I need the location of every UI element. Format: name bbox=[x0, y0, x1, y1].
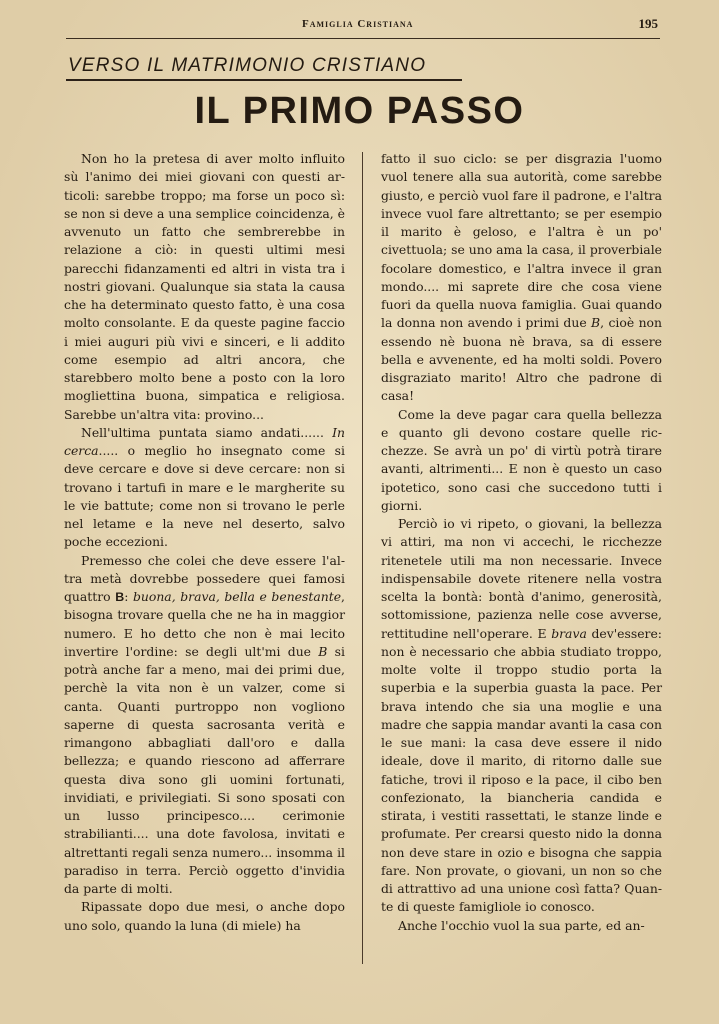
body-paragraph bbox=[381, 406, 662, 516]
text-run: Anche l'occhio vuol la sua parte, ed an- bbox=[398, 917, 645, 933]
body-paragraph bbox=[381, 917, 662, 935]
text-run: : bbox=[124, 589, 133, 604]
left-column bbox=[64, 150, 345, 935]
running-title: Famiglia Cristiana bbox=[302, 18, 414, 30]
text-run: In cerca bbox=[64, 424, 345, 458]
kicker-rule bbox=[66, 79, 462, 81]
body-paragraph bbox=[381, 150, 662, 406]
text-run: buona, brava, bella e benestante bbox=[132, 589, 342, 604]
text-run: , cioè non essendo nè buona nè brava, sa di essere bella e avvenente, ed ha molti soldi. Povero disgraziato marito! Altro che padrone di casa! bbox=[381, 315, 662, 404]
text-run: ..... o meglio ho insegnato come si deve cercare e dove si deve cercare: non si trovano i tartufi in mare e le margherite su le vie battute; come non si trovano le perle nel letame e la neve nel deserto, salvo poche eccezioni. bbox=[64, 443, 345, 550]
article-headline: IL PRIMO PASSO bbox=[194, 90, 525, 132]
right-column bbox=[381, 150, 662, 935]
text-run: Perciò io vi ripeto, o giovani, la bellezza vi attiri, ma non vi accechi, le ricchezze ritenetele utili ma non necessarie. Invece indispensabile dovete ritenere nella vostra scelta la bontà: bontà d'animo, generosità, sottomissione, pazienza nelle cose avverse, rettitudine nell'operare. E bbox=[381, 516, 662, 641]
body-paragraph bbox=[64, 424, 345, 552]
column-divider bbox=[362, 152, 363, 964]
text-run: B bbox=[591, 315, 601, 331]
page-number: 195 bbox=[638, 16, 658, 31]
body-paragraph bbox=[64, 150, 345, 424]
article-kicker: VERSO IL MATRIMONIO CRISTIANO bbox=[68, 55, 427, 76]
text-run: B bbox=[115, 590, 125, 604]
text-run: Nell'ultima puntata siamo andati...... bbox=[81, 424, 333, 440]
text-run: Ripassate dopo due mesi, o anche dopo uno solo, quando la luna (di miele) ha bbox=[64, 899, 345, 933]
text-run: Premesso che colei che deve essere l'altra metà dovrebbe possedere quei famosi quattro bbox=[64, 552, 345, 604]
text-run: , bisogna trovare quella che ne ha in maggior numero. E ho detto che non è mai lecito invertire l'ordine: se degli ult'mi due bbox=[64, 589, 345, 659]
text-run: Non ho la pretesa di aver molto influito sù l'animo dei miei giovani con questi articoli: sarebbe troppo; ma forse un poco sì: se non si deve a una semplice coincidenza, è avvenuto un fatto che sembrerebbe in relazione a ciò: in questi ultimi mesi parecchi fidanzamenti ed altri in vista tra i nostri giovani. Qualunque sia stata la causa che ha determinato questo fatto, è una cosa molto consolante. E da queste pagine faccio i miei auguri più vivi e sinceri, e li addito come esempio ad altri ancora, che starebbero molto bene a posto con la loro mogliettina buona, simpatica e religiosa. Sarebbe un'altra vita: provino... bbox=[64, 151, 345, 422]
body-paragraph bbox=[64, 898, 345, 935]
text-run: Come la deve pagar cara quella bellezza e quanto gli devono costare quelle ricchezze. Se avrà un po' di virtù potrà tirare avanti, altrimenti... E non è questo un caso ipotetico, sono casi che succedono tutti i giorni. bbox=[381, 406, 662, 513]
text-run: si potrà anche far a meno, mai dei primi due, perchè la vita non è un valzer, come si canta. Quanti purtroppo non vogliono saperne di questa sacrosanta verità e rimangono abbagliati dall'oro e dalla bellezza; e quando riescono ad afferrare questa diva sono gli uomini fortunati, invidiati, e privilegiati. Si sono sposati con un lusso principesco.... cerimonie strabilianti.... una dote favolosa, invitati e altrettanti regali senza numero... insomma il paradiso in terra. Perciò oggetto d'invidia da parte di molti. bbox=[64, 643, 346, 896]
running-header bbox=[66, 14, 660, 39]
text-run: B bbox=[318, 643, 328, 659]
body-paragraph bbox=[64, 552, 345, 899]
body-paragraph bbox=[381, 515, 662, 917]
text-run: brava bbox=[551, 625, 587, 641]
text-run: dev'essere: non è necessario che abbia studiato troppo, molte volte il troppo studio porta la superbia e la superbia guasta la pace. Per brava intendo che sia una moglie e una madre che sappia mandar avanti la casa con le sue mani: la casa deve essere il nido ideale, dove il marito, di ritorno dalle sue fatiche, trovi il riposo e la pace, il cibo ben confezionato, la biancheria candida e stirata, i vestiti rassettati, le stanze linde e profumate. Per crearsi questo nido la donna non deve stare in ozio e bisogna che sappia fare. Non provate, o giovani, un non so che di attrattivo ad una unione così fatta? Quante di queste famigliole io conosco. bbox=[381, 625, 662, 915]
text-run: fatto il suo ciclo: se per disgrazia l'uomo vuol tenere alla sua autorità, come sarebbe giusto, e perciò vuol fare il padrone, e l'altra invece vuol fare altrettanto; se per esempio il marito è geloso, e l'altra è un po' civettuola; se uno ama la casa, il proverbiale focolare domestico, e l'altra invece il gran mondo.... mi saprete dire che cosa viene fuori da quella nuova famiglia. Guai quando la donna non avendo i primi due bbox=[381, 151, 662, 331]
